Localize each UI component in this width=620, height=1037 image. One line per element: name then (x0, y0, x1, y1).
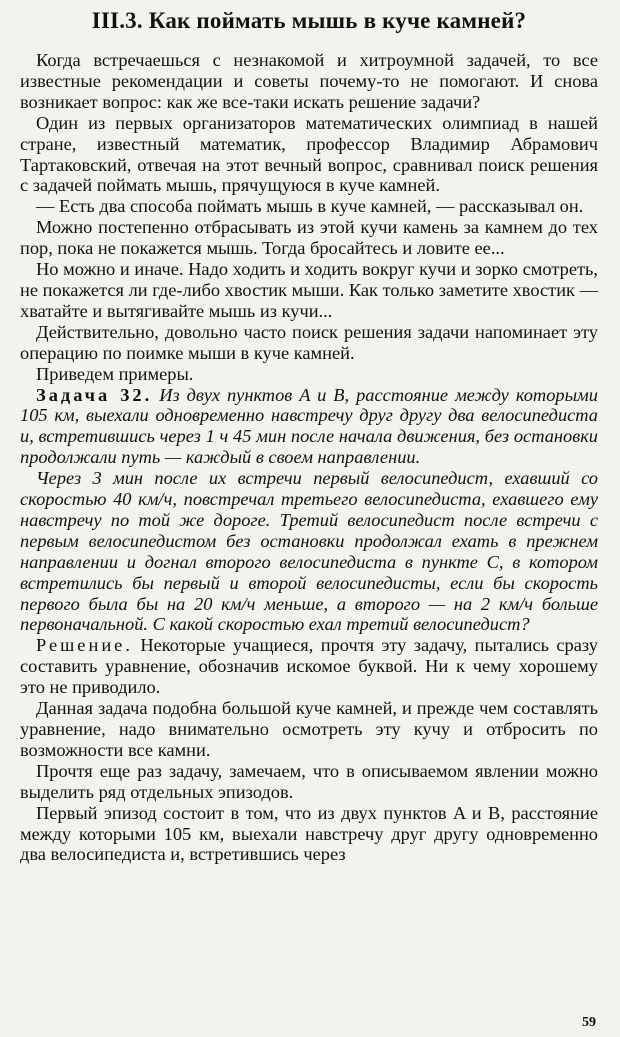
paragraph-tartakovsky: Один из первых организаторов математических олимпиад в нашей стране, известный математик, профессор Владимир Абрамович Тартаковский, отвечая на этот вечный вопрос, сравнивал поиск решения с задачей поймать мышь, прячущуюся в куче камней. (20, 112, 598, 196)
paragraph-second-method: Но можно и иначе. Надо ходить и ходить вокруг кучи и зорко смотреть, не покажется ли где-либо хвостик мыши. Как только заметите хвостик — хватайте и вытягивайте мышь из кучи... (20, 259, 598, 321)
paragraph-quote: — Есть два способа поймать мышь в куче камней, — рассказывал он. (36, 196, 584, 217)
solution-label: Решение. (36, 635, 133, 656)
paragraph-examples: Приведем примеры. (36, 363, 194, 384)
solution-paragraph (20, 635, 598, 698)
paragraph-first-method: Можно постепенно отбрасывать из этой кучи камень за камнем до тех пор, пока не покажется мышь. Тогда бросайтесь и ловите ее... (20, 217, 598, 259)
paragraph-episodes: Прочтя еще раз задачу, замечаем, что в описываемом явлении можно выделить ряд отдельных эпизодов. (20, 760, 598, 802)
problem-label: Задача 32. (36, 384, 153, 405)
problem-paragraph (20, 385, 598, 469)
problem-statement: Из двух пунктов A и B, расстояние между которыми 105 км, выехали одновременно навстречу друг другу два велосипедиста и, встретившись через 1 ч 45 мин после начала движения, без остановки продолжали путь — каждый в своем направлении. (20, 384, 598, 468)
solution-text: Некоторые учащиеся, прочтя эту задачу, пытались сразу составить уравнение, обозначив искомое буквой. Ни к чему хорошему это не приводило. (20, 635, 598, 698)
page-number: 59 (582, 1015, 596, 1030)
problem-continuation: Через 3 мин после их встречи первый велосипедист, ехавший со скоростью 40 км/ч, повстречал третьего велосипедиста, ехавшего ему навстречу по той же дороге. Третий велосипедист после встречи с первым велосипедистом без остановки продолжал ехать в прежнем направлении и догнал второго велосипедиста в пункте C, в котором встретились бы первый и второй велосипедисты, если бы скорость первого была бы на 20 км/ч меньше, а второго — на 2 км/ч больше первоначальной. С какой скоростью ехал третий велосипедист? (20, 468, 598, 635)
section-title: III.3. Как поймать мышь в куче камней? (91, 8, 527, 33)
paragraph-intro: Когда встречаешься с незнакомой и хитроумной задачей, то все известные рекомендации и советы почему-то не помогают. И снова возникает вопрос: как же все-таки искать решение задачи? (20, 50, 598, 112)
paragraph-first-episode: Первый эпизод состоит в том, что из двух пунктов A и B, расстояние между которыми 105 км, выехали навстречу друг другу одновременно два велосипедиста и, встретившись через (20, 802, 598, 865)
paragraph-stones: Данная задача подобна большой куче камней, и прежде чем составлять уравнение, надо внимательно осмотреть эту кучу и отбросить по возможности все камни. (20, 698, 598, 760)
paragraph-analogy: Действительно, довольно часто поиск решения задачи напоминает эту операцию по поимке мыши в куче камней. (20, 321, 598, 363)
